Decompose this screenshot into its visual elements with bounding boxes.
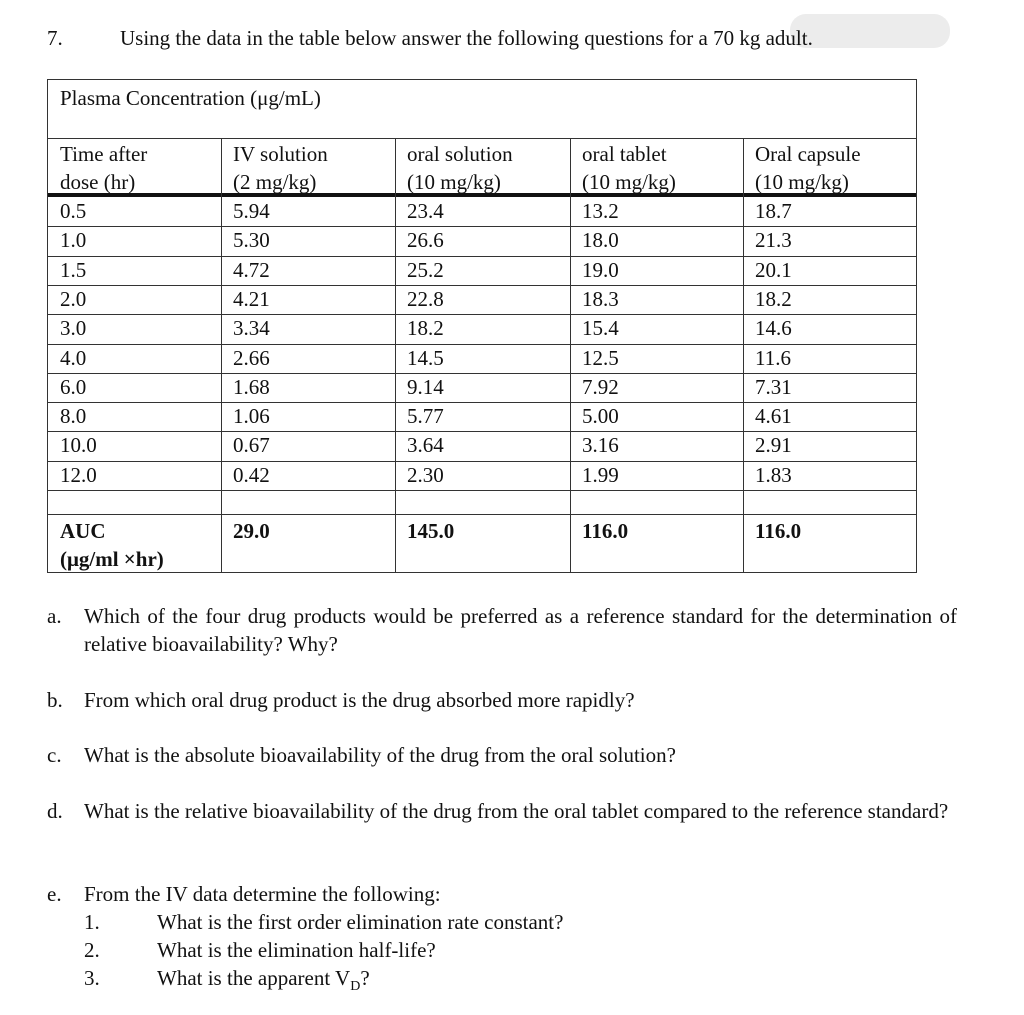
part-e-label: e.: [47, 882, 62, 906]
column-header: Time after: [60, 142, 148, 166]
part-b-text: From which oral drug product is the drug absorbed more rapidly?: [84, 688, 635, 712]
table-cell: 9.14: [407, 374, 444, 399]
auc-value: 29.0: [233, 519, 270, 543]
column-header: dose (hr): [60, 170, 136, 194]
table-cell: 5.77: [407, 404, 444, 429]
table-cell: 23.4: [407, 199, 444, 223]
table-cell: 19.0: [582, 257, 619, 282]
part-e-item-1-text: What is the first order elimination rate constant?: [157, 910, 564, 934]
table-cell: 20.1: [755, 257, 792, 282]
table-cell: 3.34: [233, 316, 270, 341]
table-cell: 1.5: [60, 257, 87, 282]
part-b: [47, 686, 957, 714]
auc-value: 116.0: [755, 519, 802, 543]
table-cell: 1.06: [233, 404, 270, 429]
auc-value: 145.0: [407, 519, 455, 543]
row-divider: [48, 490, 916, 491]
table-cell: 3.0: [60, 316, 87, 341]
auc-label: (μg/ml ×hr): [60, 547, 164, 571]
table-cell: 0.5: [60, 199, 87, 223]
part-c: [47, 741, 957, 769]
part-e-text: From the IV data determine the following:: [84, 882, 441, 906]
table-cell: 10.0: [60, 433, 97, 458]
column-header: (10 mg/kg): [407, 170, 501, 194]
table-cell: 0.67: [233, 433, 270, 458]
part-a-text: Which of the four drug products would be preferred as a reference standard for the determination of relative bioavailability? Why?: [84, 604, 957, 656]
column-header: oral solution: [407, 142, 513, 166]
table-cell: 2.66: [233, 345, 270, 370]
table-cell: 13.2: [582, 199, 619, 223]
vd-prefix: What is the apparent V: [157, 966, 351, 990]
table-cell: 1.99: [582, 462, 619, 487]
table-caption: Plasma Concentration (μg/mL): [60, 86, 321, 110]
table-cell: 4.61: [755, 404, 792, 429]
table-cell: 4.0: [60, 345, 87, 370]
table-cell: 2.91: [755, 433, 792, 458]
table-cell: 18.2: [755, 286, 792, 311]
auc-value: 116.0: [582, 519, 629, 543]
table-cell: 4.72: [233, 257, 270, 282]
part-d: [47, 797, 957, 825]
question-prompt: Using the data in the table below answer the following questions for a 70 kg adult.: [120, 26, 813, 50]
column-divider: [221, 138, 222, 572]
column-header: Oral capsule: [755, 142, 861, 166]
table-cell: 14.6: [755, 316, 792, 341]
part-c-label: c.: [47, 743, 62, 767]
column-header: (2 mg/kg): [233, 170, 317, 194]
table-cell: 18.3: [582, 286, 619, 311]
part-e-item-1-num: 1.: [84, 910, 100, 934]
part-a-label: a.: [47, 604, 62, 628]
data-table: [47, 79, 917, 573]
table-cell: 6.0: [60, 374, 87, 399]
table-cell: 7.92: [582, 374, 619, 399]
column-header: (10 mg/kg): [755, 170, 849, 194]
part-e: [47, 880, 957, 908]
part-c-text: What is the absolute bioavailability of the drug from the oral solution?: [84, 743, 676, 767]
caption-divider: [48, 138, 916, 139]
column-header: IV solution: [233, 142, 328, 166]
table-cell: 12.5: [582, 345, 619, 370]
table-cell: 5.94: [233, 199, 270, 223]
table-cell: 15.4: [582, 316, 619, 341]
part-d-label: d.: [47, 799, 63, 823]
question-number: 7.: [47, 26, 63, 50]
table-cell: 1.0: [60, 228, 87, 253]
table-cell: 14.5: [407, 345, 444, 370]
table-cell: 18.7: [755, 199, 792, 223]
table-cell: 3.64: [407, 433, 444, 458]
part-e-item-3-text: [157, 964, 370, 1001]
table-cell: 0.42: [233, 462, 270, 487]
column-header: oral tablet: [582, 142, 667, 166]
part-d-text: What is the relative bioavailability of the drug from the oral tablet compared to the reference standard?: [84, 799, 949, 823]
table-cell: 11.6: [755, 345, 791, 370]
text-highlight: [790, 14, 950, 48]
auc-label: AUC: [60, 519, 106, 543]
table-cell: 26.6: [407, 228, 444, 253]
vd-subscript: D: [350, 979, 361, 995]
table-cell: 21.3: [755, 228, 792, 253]
table-cell: 18.2: [407, 316, 444, 341]
part-b-label: b.: [47, 688, 63, 712]
part-a: [47, 602, 957, 658]
row-divider: [48, 514, 916, 515]
column-header: (10 mg/kg): [582, 170, 676, 194]
part-e-item-2-text: What is the elimination half-life?: [157, 938, 436, 962]
table-cell: 8.0: [60, 404, 87, 429]
table-cell: 1.83: [755, 462, 792, 487]
vd-suffix: ?: [360, 966, 370, 990]
table-cell: 3.16: [582, 433, 619, 458]
table-cell: 5.30: [233, 228, 270, 253]
table-cell: 4.21: [233, 286, 270, 311]
part-e-item-3-num: 3.: [84, 966, 100, 990]
column-divider: [395, 138, 396, 572]
table-cell: 18.0: [582, 228, 619, 253]
column-divider: [743, 138, 744, 572]
table-cell: 5.00: [582, 404, 619, 429]
table-cell: 25.2: [407, 257, 444, 282]
table-cell: 22.8: [407, 286, 444, 311]
column-divider: [570, 138, 571, 572]
table-cell: 12.0: [60, 462, 97, 487]
table-cell: 1.68: [233, 374, 270, 399]
table-cell: 2.0: [60, 286, 87, 311]
table-cell: 2.30: [407, 462, 444, 487]
table-cell: 7.31: [755, 374, 792, 399]
part-e-item-2-num: 2.: [84, 938, 100, 962]
